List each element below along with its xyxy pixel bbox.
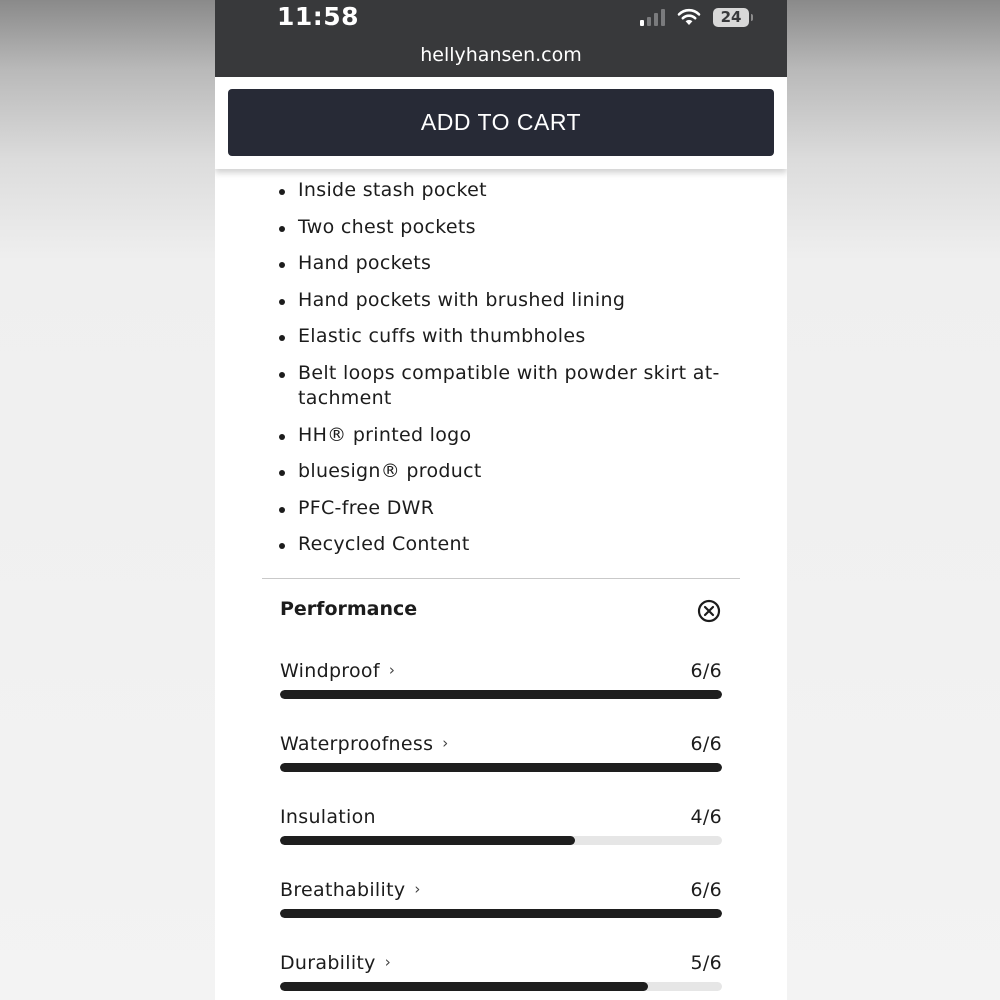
feature-item: PFC-free DWR xyxy=(215,496,787,521)
metric-label: Breathability xyxy=(280,879,406,901)
chevron-right-icon[interactable]: › xyxy=(414,880,421,898)
sticky-cart-bar xyxy=(215,77,787,169)
metric-row xyxy=(280,804,722,850)
metric-bar-fill xyxy=(280,763,722,772)
feature-item: Belt loops compatible with powder skirt at-tachment xyxy=(215,361,787,411)
metric-label: Durability xyxy=(280,952,376,974)
metric-row[interactable] xyxy=(280,731,722,777)
feature-list xyxy=(215,178,787,569)
feature-item: HH® printed logo xyxy=(215,423,787,448)
close-circle-icon[interactable] xyxy=(697,599,721,623)
metric-bar-track xyxy=(280,763,722,772)
feature-item: Elastic cuffs with thumbholes xyxy=(215,324,787,349)
metric-score: 5/6 xyxy=(690,952,722,974)
phone-screen xyxy=(215,0,787,1000)
metric-label-group xyxy=(280,806,376,828)
signal-icon xyxy=(640,8,665,26)
metric-label: Windproof xyxy=(280,660,380,682)
metric-row[interactable] xyxy=(280,658,722,704)
feature-item: Inside stash pocket xyxy=(215,178,787,203)
add-to-cart-button[interactable]: ADD TO CART xyxy=(228,89,774,156)
feature-item: bluesign® product xyxy=(215,459,787,484)
battery-icon xyxy=(713,8,749,27)
metric-label: Waterproofness xyxy=(280,733,434,755)
address-bar-url[interactable]: hellyhansen.com xyxy=(420,44,582,66)
battery-level: 24 xyxy=(720,8,742,26)
metric-row[interactable] xyxy=(280,877,722,923)
performance-title: Performance xyxy=(280,598,418,620)
metric-label: Insulation xyxy=(280,806,376,828)
feature-item: Two chest pockets xyxy=(215,215,787,240)
metric-bar-fill xyxy=(280,982,648,991)
chevron-right-icon[interactable]: › xyxy=(384,953,392,971)
feature-item: Recycled Content xyxy=(215,532,787,557)
metric-bar-track xyxy=(280,982,722,991)
metric-label-group[interactable] xyxy=(280,733,449,755)
metric-label-group[interactable] xyxy=(280,879,421,901)
divider xyxy=(262,578,740,579)
metric-score: 4/6 xyxy=(690,806,722,828)
metric-label-group[interactable] xyxy=(280,660,395,682)
metric-bar-track xyxy=(280,690,722,699)
wifi-icon xyxy=(677,8,701,26)
metric-bar-fill xyxy=(280,690,722,699)
metric-bar-track xyxy=(280,909,722,918)
status-icons xyxy=(640,6,749,28)
metric-label-group[interactable] xyxy=(280,952,391,974)
metric-bar-fill xyxy=(280,836,575,845)
chevron-right-icon[interactable]: › xyxy=(442,734,449,752)
feature-item: Hand pockets with brushed lining xyxy=(215,288,787,313)
metric-score: 6/6 xyxy=(690,660,722,682)
metric-score: 6/6 xyxy=(690,879,722,901)
chevron-right-icon[interactable]: › xyxy=(388,661,396,679)
metric-bar-track xyxy=(280,836,722,845)
metric-score: 6/6 xyxy=(690,733,722,755)
feature-item: Hand pockets xyxy=(215,251,787,276)
status-time: 11:58 xyxy=(277,2,360,31)
metric-bar-fill xyxy=(280,909,722,918)
browser-bar xyxy=(215,0,787,77)
metric-row[interactable] xyxy=(280,950,722,996)
